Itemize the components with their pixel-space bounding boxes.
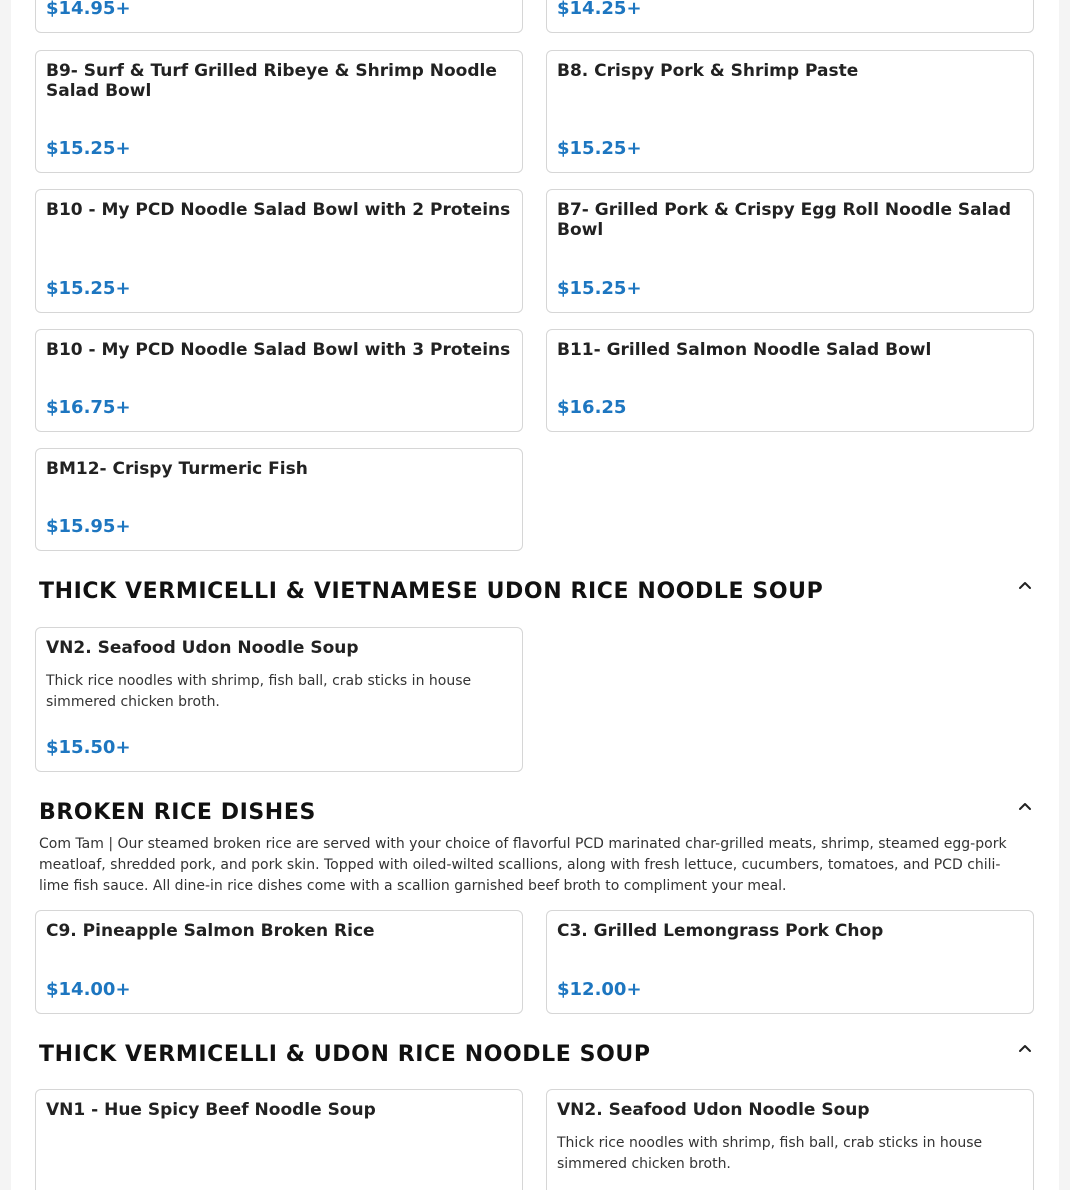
item-title: C9. Pineapple Salmon Broken Rice <box>46 921 375 941</box>
item-title: B10 - My PCD Noodle Salad Bowl with 3 Proteins <box>46 340 511 360</box>
item-price: $14.25+ <box>557 0 642 19</box>
menu-item-card[interactable] <box>35 50 523 173</box>
menu-item-card[interactable] <box>546 910 1034 1014</box>
item-price: $15.25+ <box>557 278 642 299</box>
menu-item-card[interactable] <box>35 448 523 551</box>
item-price: $15.95+ <box>46 516 131 537</box>
item-title: B8. Crispy Pork & Shrimp Paste <box>557 61 859 81</box>
item-price: $15.25+ <box>46 278 131 299</box>
item-price: $14.00+ <box>46 979 131 1000</box>
item-price: $15.50+ <box>46 737 131 758</box>
menu-item-card[interactable] <box>546 0 1034 33</box>
item-title: VN2. Seafood Udon Noodle Soup <box>46 638 359 658</box>
menu-item-card[interactable] <box>546 50 1034 173</box>
item-title: B7- Grilled Pork & Crispy Egg Roll Noodle Salad Bowl <box>557 200 1012 240</box>
chevron-up-icon[interactable] <box>1015 1038 1035 1058</box>
item-price: $15.25+ <box>46 138 131 159</box>
item-description: Thick rice noodles with shrimp, fish ball, crab sticks in house simmered chicken broth. <box>46 673 472 710</box>
menu-page <box>11 0 1059 1190</box>
chevron-up-icon[interactable] <box>1015 575 1035 595</box>
menu-item-card[interactable] <box>35 189 523 313</box>
chevron-up-icon[interactable] <box>1015 796 1035 816</box>
menu-item-card[interactable] <box>546 189 1034 313</box>
menu-item-card[interactable] <box>35 910 523 1014</box>
menu-item-card[interactable] <box>35 1089 523 1190</box>
section-description: Com Tam | Our steamed broken rice are served with your choice of flavorful PCD marinated char-grilled meats, shrimp, steamed egg-pork meatloaf, shredded pork, and pork skin. Topped with oiled-wilted scallions, along with fresh lettuce, cucumbers, tomatoes, and PCD chili-lime fish sauce. All dine-in rice dishes come with a scallion garnished beef broth to compliment your meal. <box>39 836 1007 894</box>
menu-item-card[interactable] <box>35 329 523 432</box>
item-price: $14.95+ <box>46 0 131 19</box>
item-price: $15.25+ <box>557 138 642 159</box>
item-title: VN1 - Hue Spicy Beef Noodle Soup <box>46 1100 376 1120</box>
menu-item-card[interactable] <box>546 1089 1034 1190</box>
item-title: VN2. Seafood Udon Noodle Soup <box>557 1100 870 1120</box>
item-price: $16.25 <box>557 397 627 418</box>
item-price: $12.00+ <box>557 979 642 1000</box>
item-title: BM12- Crispy Turmeric Fish <box>46 459 308 479</box>
item-title: C3. Grilled Lemongrass Pork Chop <box>557 921 884 941</box>
item-title: B10 - My PCD Noodle Salad Bowl with 2 Proteins <box>46 200 511 220</box>
menu-item-card[interactable] <box>35 0 523 33</box>
item-title: B11- Grilled Salmon Noodle Salad Bowl <box>557 340 932 360</box>
menu-item-card[interactable] <box>35 627 523 772</box>
item-price: $16.75+ <box>46 397 131 418</box>
menu-item-card[interactable] <box>546 329 1034 432</box>
item-title: B9- Surf & Turf Grilled Ribeye & Shrimp Noodle Salad Bowl <box>46 61 497 101</box>
section-title: BROKEN RICE DISHES <box>39 800 316 825</box>
section-title: THICK VERMICELLI & VIETNAMESE UDON RICE NOODLE SOUP <box>39 579 824 604</box>
item-description: Thick rice noodles with shrimp, fish ball, crab sticks in house simmered chicken broth. <box>557 1135 983 1172</box>
section-title: THICK VERMICELLI & UDON RICE NOODLE SOUP <box>39 1042 651 1067</box>
